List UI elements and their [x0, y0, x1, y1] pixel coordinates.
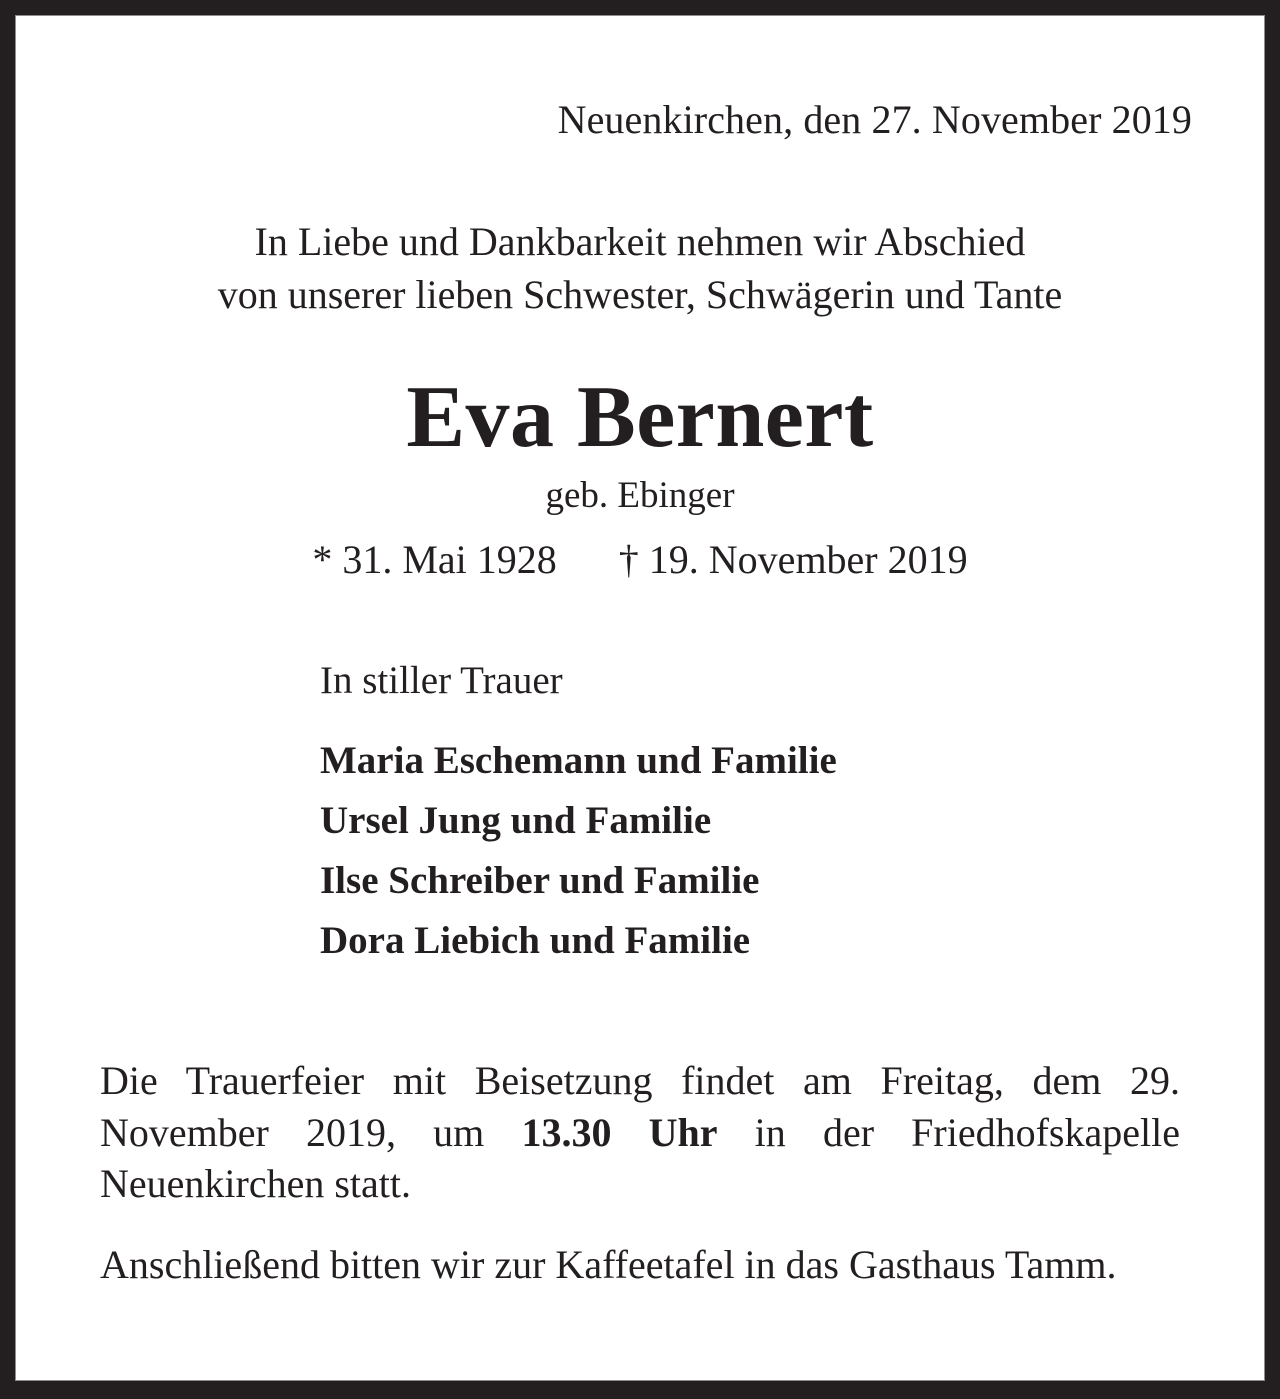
mourner-name: Maria Eschemann und Familie: [320, 739, 837, 783]
mourners-heading: In stiller Trauer: [320, 659, 563, 703]
dedication-line-2: von unserer lieben Schwester, Schwägerin und Tante: [217, 271, 1063, 317]
service-details: [100, 1055, 1180, 1209]
obituary-card: [15, 15, 1265, 1381]
service-time: 13.30 Uhr: [521, 1109, 718, 1155]
birth-date: * 31. Mai 1928: [312, 537, 557, 583]
service-text-part-1: Die Trauerfeier mit Beisetzung findet am Freitag, dem 29. November 2019, um: [100, 1058, 1180, 1155]
deceased-name: Eva Bernert: [406, 368, 874, 466]
reception-details: Anschließend bitten wir zur Kaffeetafel in das Gasthaus Tamm.: [100, 1241, 1117, 1287]
service-text-part-2: in der Friedhofskapelle Neuenkirchen statt.: [100, 1109, 1180, 1206]
life-dates: [86, 538, 1194, 582]
mourners-block: [320, 660, 960, 971]
mourner-name: Ursel Jung und Familie: [320, 799, 712, 843]
closing-section: [86, 1055, 1194, 1290]
death-date: † 19. November 2019: [618, 537, 968, 583]
mourners-section: [86, 660, 1194, 971]
dedication-line-1: In Liebe und Dankbarkeit nehmen wir Abschied: [254, 219, 1026, 264]
dateline: Neuenkirchen, den 27. November 2019: [557, 97, 1192, 142]
maiden-name: geb. Ebinger: [545, 474, 735, 516]
mourner-name: Ilse Schreiber und Familie: [320, 859, 760, 903]
mourner-name: Dora Liebich und Familie: [320, 919, 751, 963]
mourners-list: [320, 731, 960, 971]
deceased-name-block: [86, 368, 1194, 583]
obituary-content: [16, 16, 1264, 1380]
dedication-text: [86, 216, 1194, 322]
